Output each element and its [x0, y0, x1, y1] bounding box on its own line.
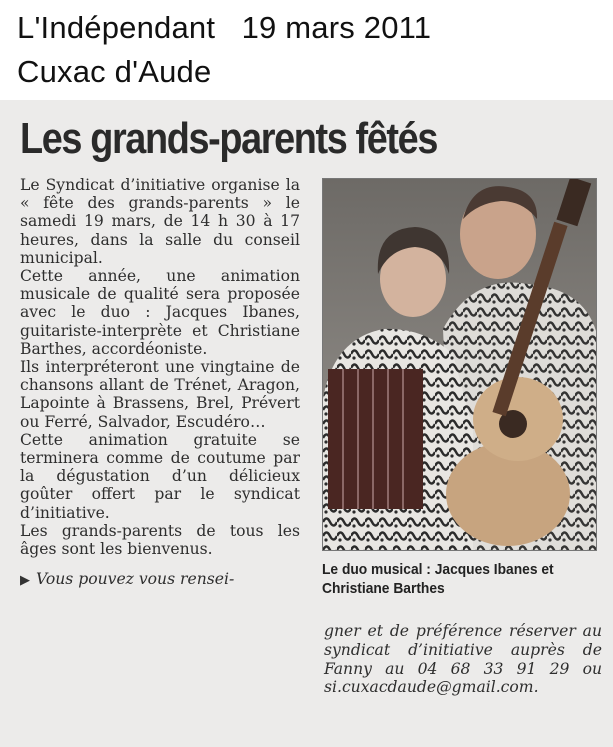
duo-photo-illustration [323, 179, 597, 551]
source-location: Cuxac d'Aude [17, 54, 212, 89]
more-info-text: Vous pouvez vous rensei- [36, 570, 235, 589]
paragraph-animation: Cette année, une animation musicale de qualité sera proposée avec le duo : Jacques Ibanes, guitariste-interprète et Christiane Barthes, accordéoniste. [20, 267, 300, 358]
paragraph-gouter: Cette animation gratuite se terminera comme de coutume par la dégustation d’un délicieux goûter offert par le syndicat d’initiative. [20, 430, 300, 522]
article-headline: Les grands-parents fêtés [20, 114, 437, 163]
contact-info: gner et de préférence réserver au syndicat d’initiative auprès de Fanny au 04 68 33 91 29 ou si.cuxacdaude@gmail.com. [324, 622, 602, 697]
photo-caption: Le duo musical : Jacques Ibanes et Christiane Barthes [322, 561, 554, 597]
paragraph-more-info [20, 570, 300, 590]
duo-photo [322, 178, 597, 551]
source-header [17, 6, 607, 94]
article-continuation [324, 622, 602, 697]
paragraph-repertoire: Ils interpréteront une vingtaine de chansons allant de Trénet, Aragon, Lapointe à Brassens, Brel, Prévert ou Ferré, Salvador, Escudéro… [20, 358, 300, 431]
paragraph-welcome: Les grands-parents de tous les âges sont les bienvenus. [20, 521, 300, 559]
article-body [20, 176, 300, 590]
source-title-date: L'Indépendant 19 mars 2011 [17, 10, 432, 45]
newspaper-clipping [0, 100, 613, 747]
paragraph-intro: Le Syndicat d’initiative organise la « fête des grands-parents » le samedi 19 mars, de 14 h 30 à 17 heures, dans la salle du conseil municipal. [20, 176, 300, 267]
triangle-bullet-icon: ▶ [20, 573, 30, 589]
